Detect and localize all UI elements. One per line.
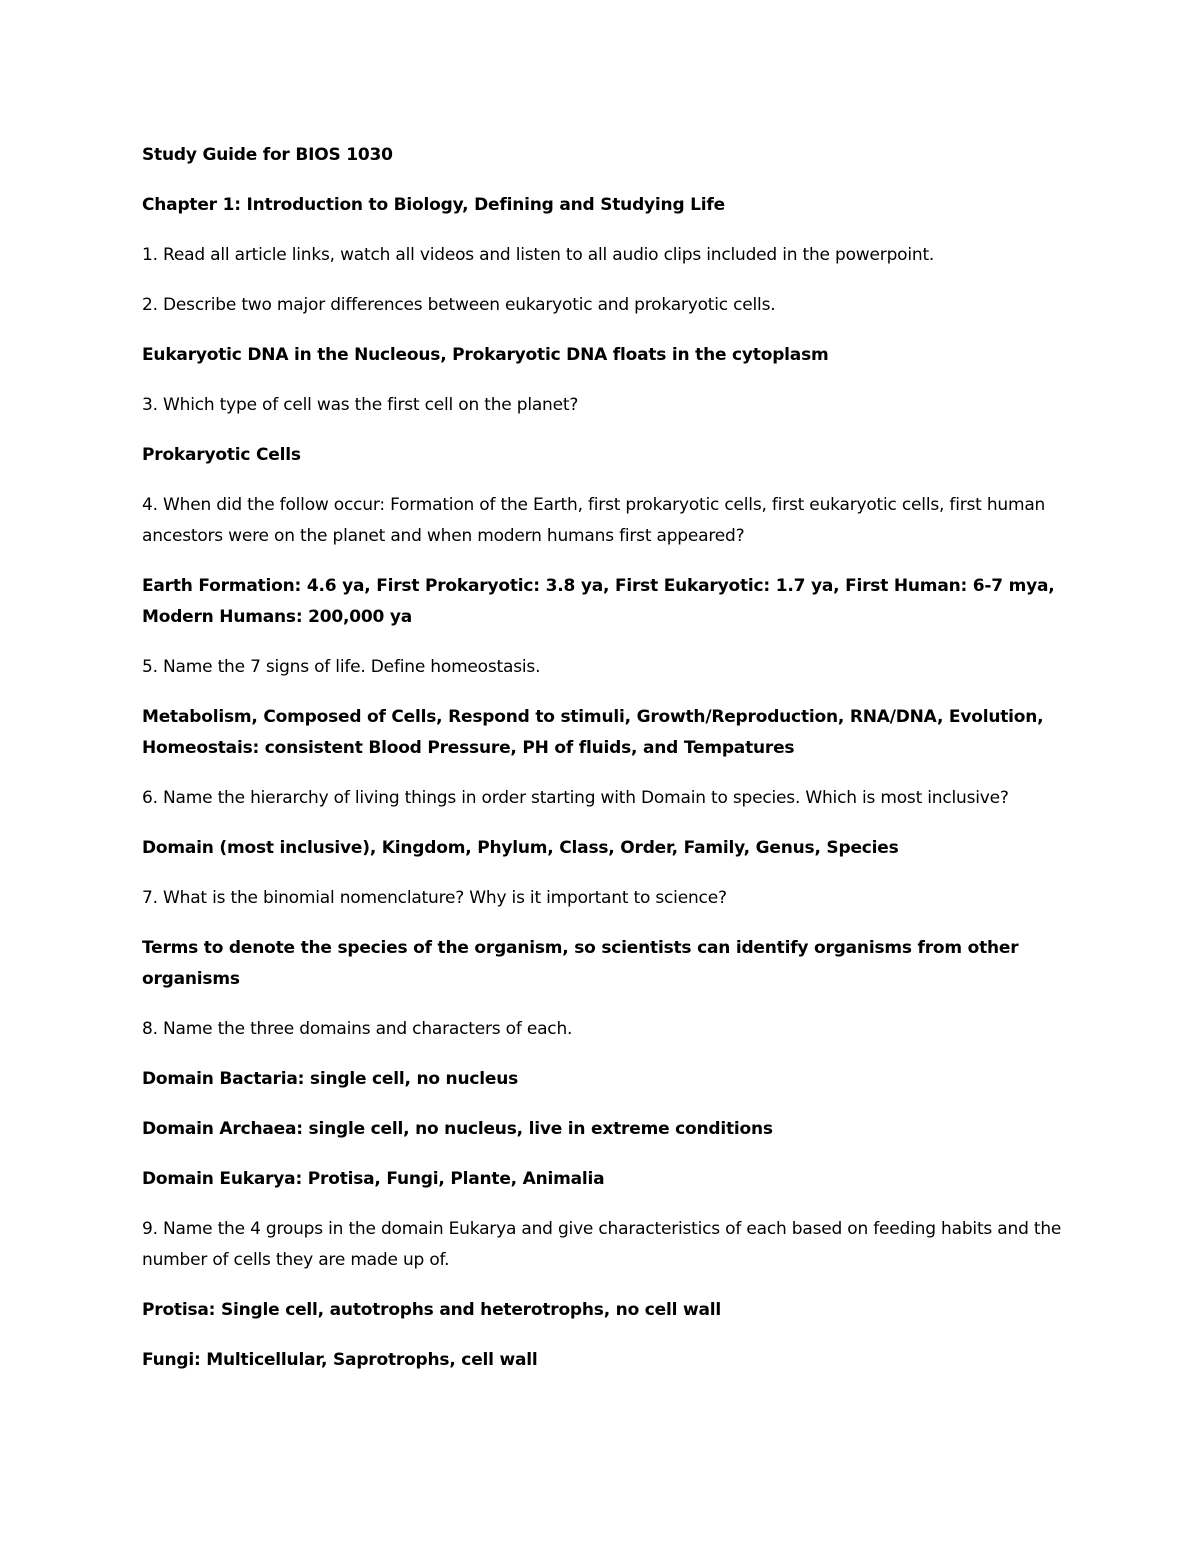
- question-2: 2. Describe two major differences between eukaryotic and prokaryotic cells.: [142, 295, 776, 315]
- answer-8-eukarya: Domain Eukarya: Protisa, Fungi, Plante, Animalia: [142, 1169, 605, 1189]
- answer-9-protisa: Protisa: Single cell, autotrophs and heterotrophs, no cell wall: [142, 1300, 721, 1320]
- question-9: 9. Name the 4 groups in the domain Eukarya and give characteristics of each based on feeding habits and the number of cells they are made up of.: [142, 1219, 1062, 1270]
- question-6: 6. Name the hierarchy of living things in order starting with Domain to species. Which is most inclusive?: [142, 788, 1009, 808]
- document-title: Study Guide for BIOS 1030: [142, 145, 393, 165]
- question-1: 1. Read all article links, watch all videos and listen to all audio clips included in the powerpoint.: [142, 245, 935, 265]
- document-body: [142, 140, 1082, 1395]
- answer-8-bacteria: Domain Bactaria: single cell, no nucleus: [142, 1069, 519, 1089]
- answer-3: Prokaryotic Cells: [142, 445, 301, 465]
- question-8: 8. Name the three domains and characters of each.: [142, 1019, 573, 1039]
- question-7: 7. What is the binomial nomenclature? Why is it important to science?: [142, 888, 727, 908]
- answer-8-archaea: Domain Archaea: single cell, no nucleus, live in extreme conditions: [142, 1119, 773, 1139]
- answer-2: Eukaryotic DNA in the Nucleous, Prokaryotic DNA floats in the cytoplasm: [142, 345, 829, 365]
- question-5: 5. Name the 7 signs of life. Define homeostasis.: [142, 657, 541, 677]
- answer-4: Earth Formation: 4.6 ya, First Prokaryotic: 3.8 ya, First Eukaryotic: 1.7 ya, First Human: 6-7 mya, Modern Humans: 200,000 ya: [142, 576, 1055, 627]
- chapter-heading: Chapter 1: Introduction to Biology, Defining and Studying Life: [142, 195, 725, 215]
- question-4: 4. When did the follow occur: Formation of the Earth, first prokaryotic cells, first eukaryotic cells, first human ancestors were on the planet and when modern humans first appeared?: [142, 495, 1046, 546]
- answer-6: Domain (most inclusive), Kingdom, Phylum, Class, Order, Family, Genus, Species: [142, 838, 899, 858]
- answer-9-fungi: Fungi: Multicellular, Saprotrophs, cell wall: [142, 1350, 538, 1370]
- answer-7: Terms to denote the species of the organism, so scientists can identify organisms from other organisms: [142, 938, 1019, 989]
- answer-5: Metabolism, Composed of Cells, Respond to stimuli, Growth/Reproduction, RNA/DNA, Evolution, Homeostais: consistent Blood Pressure, PH of fluids, and Tempatures: [142, 707, 1044, 758]
- question-3: 3. Which type of cell was the first cell on the planet?: [142, 395, 579, 415]
